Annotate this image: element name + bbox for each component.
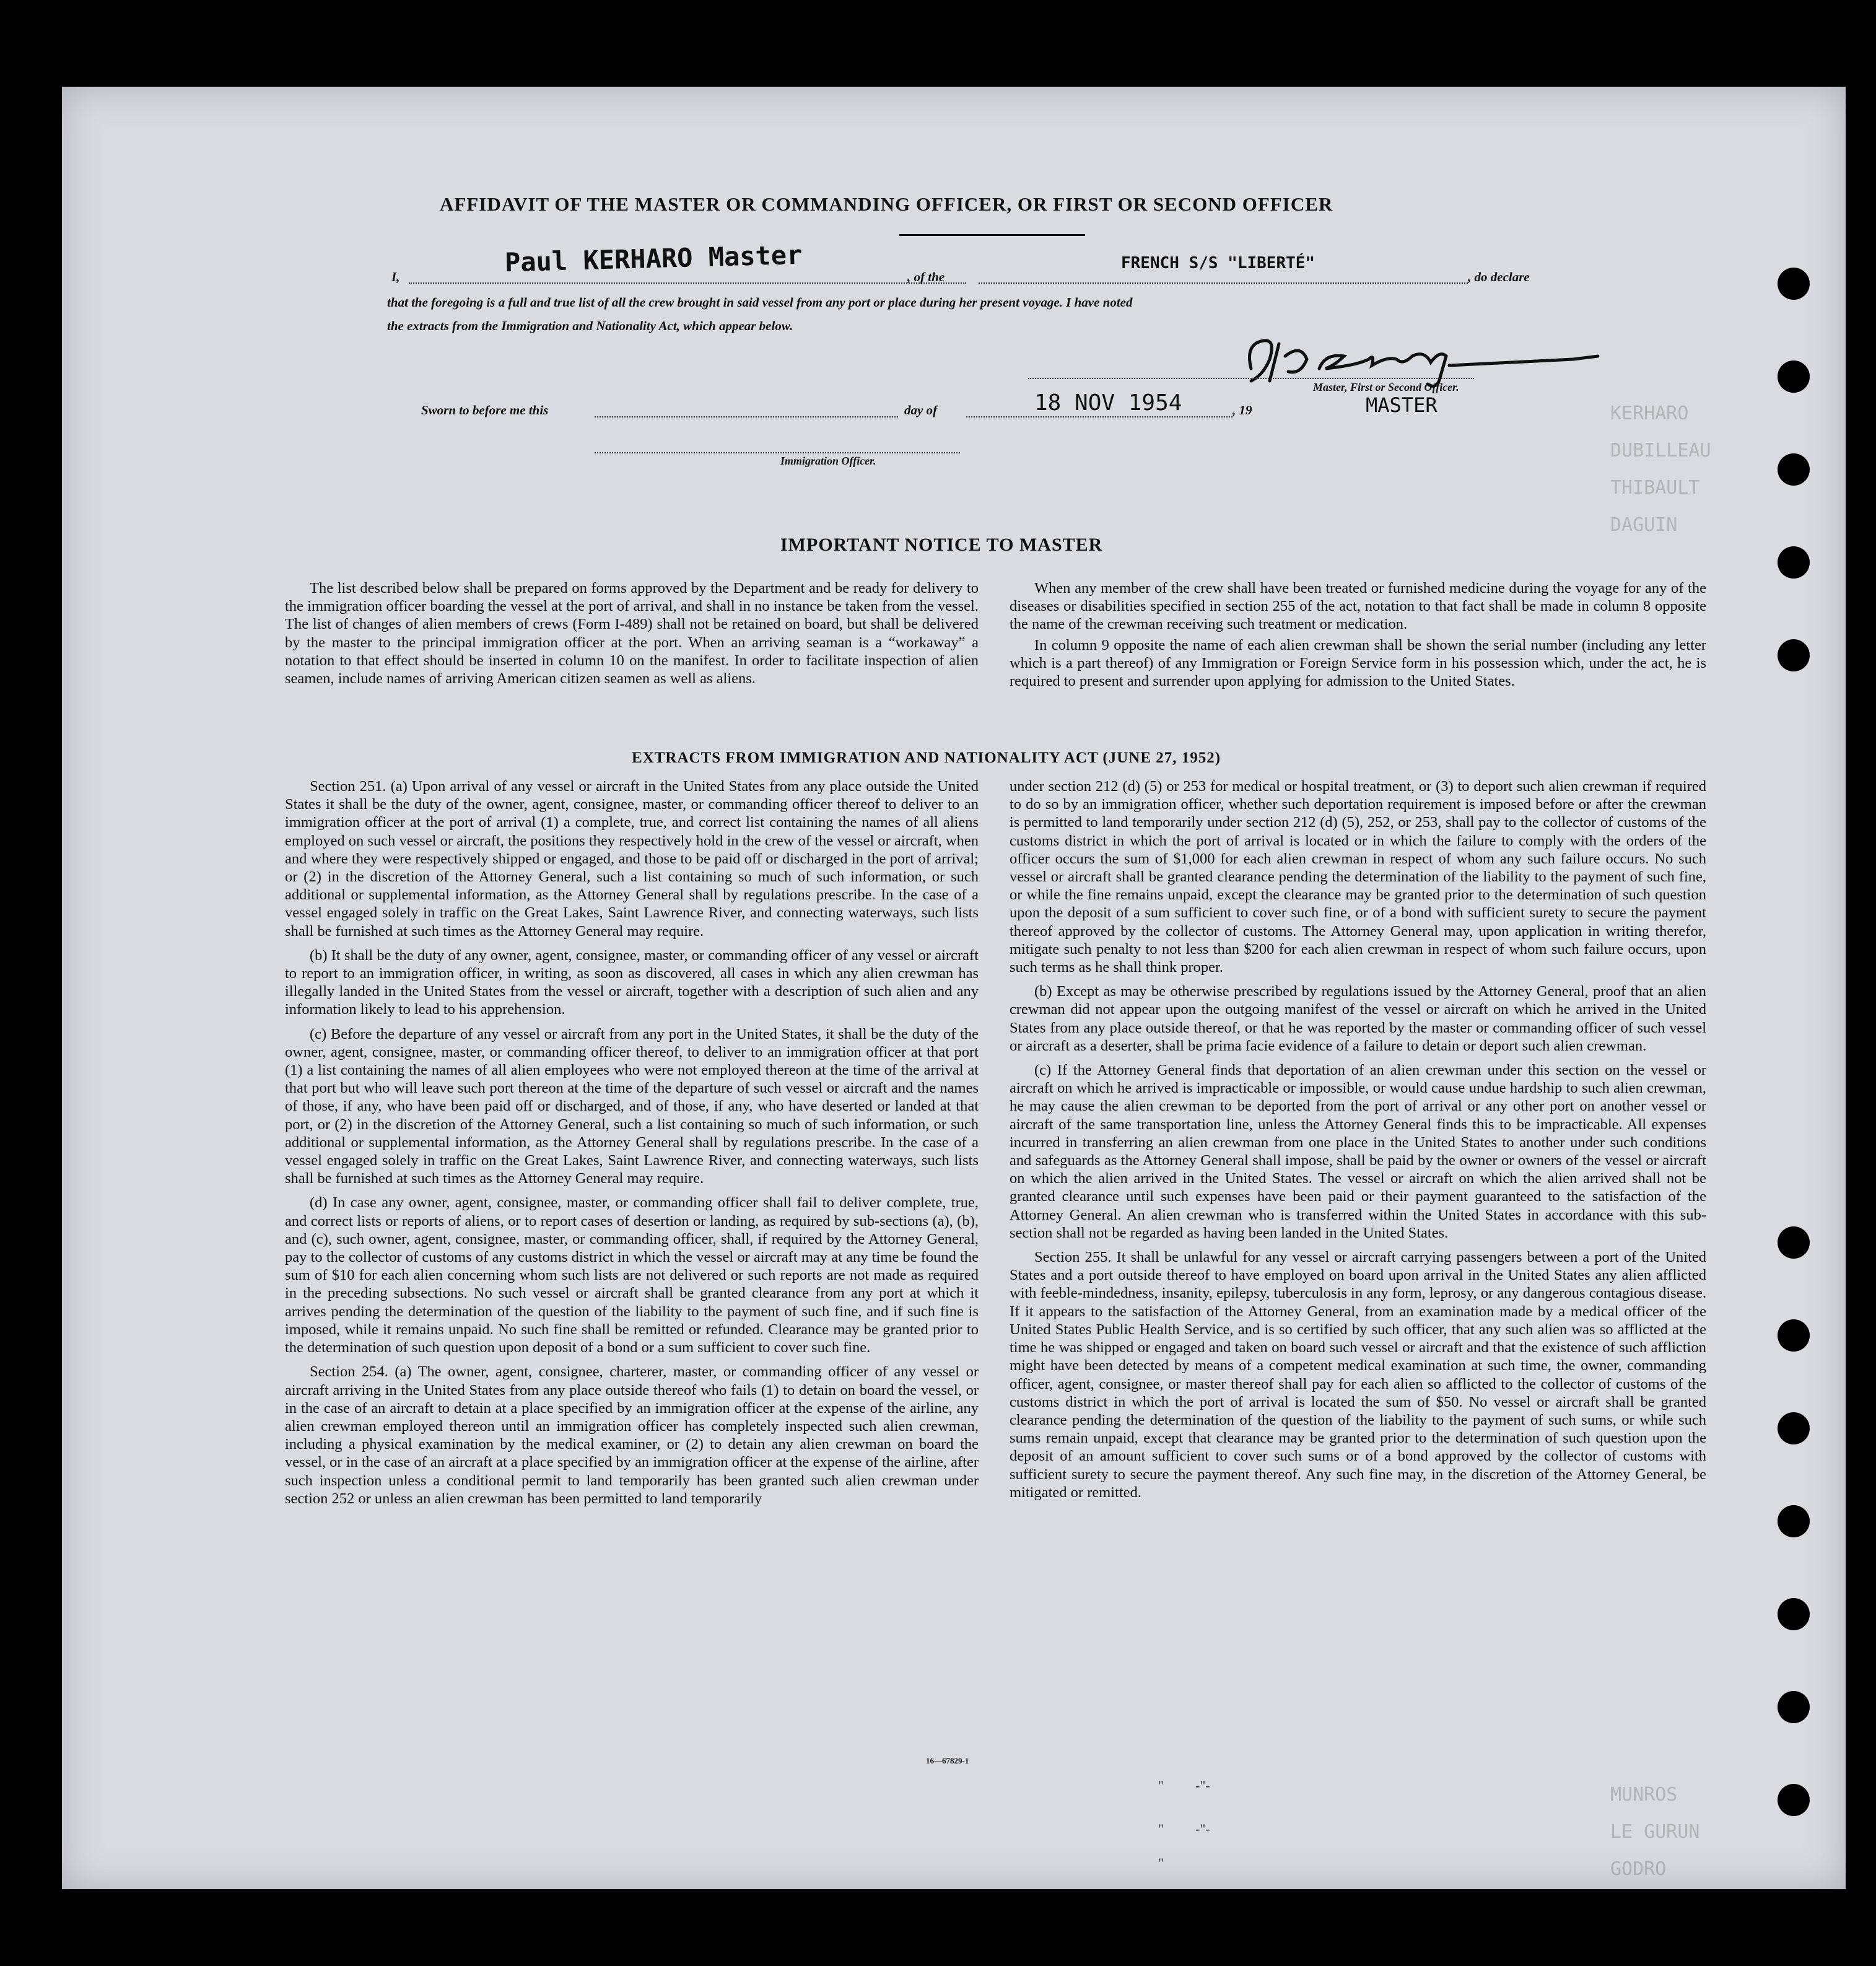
sworn-day-line (595, 416, 898, 417)
form-number: 16—67829-1 (926, 1756, 969, 1765)
year-label: , 19 (1232, 403, 1252, 417)
binder-hole (1778, 1505, 1810, 1537)
bleed-through-text: LE GURUN (1610, 1821, 1700, 1843)
document-sheet (62, 87, 1846, 1889)
binder-hole (1778, 1412, 1810, 1444)
section-254a: Section 254. (a) The owner, agent, consignee, charterer, master, or commanding officer of any vessel or aircraft arriving in the United States from any place outside thereof who fails (1) to detain on board the vessel, or in the case of an aircraft to detain at a place specified by an immigration officer at the expense of the airline, any alien crewman employed thereon until an immigration officer has completely inspected such alien crewman, including a physical examination by the medical examiner, or (2) to detain any alien crewman on board the vessel, or in the case of an aircraft at a place specified by an immigration officer at the expense of the airline, after such inspection unless a conditional permit to land temporarily has been granted such alien crewman under section 252 or unless an alien crewman has been permitted to land temporarily (285, 1363, 979, 1507)
bleed-through-text: THIBAULT (1610, 477, 1700, 499)
vessel-line (979, 282, 1468, 284)
section-251d: (d) In case any owner, agent, consignee, master, or commanding officer shall fail to deliver complete, true, and correct lists or reports of aliens, or to report cases of desertion or landing, as required by sub-sections (a), (b), and (c), such owner, agent, consignee, master, or commanding officer, shall, if required by the Attorney General, pay to the collector of customs of any customs district in which the vessel or aircraft may at any time be found the sum of $10 for each alien concerning whom such lists are not delivered or such reports are not made as required in the preceding subsections. No such vessel or aircraft shall be granted clearance from any port at which it arrives pending the determination of the question of the liability to the payment of such fine, and if such fine is imposed, while it remains unpaid. No such fine shall be remitted or refunded. Clearance may be granted prior to the determination of such question upon deposit of a bond or a sum sufficient to cover such fine. (285, 1194, 979, 1357)
bleed-through-text: KERHARO (1610, 403, 1689, 424)
title-rule (899, 234, 1085, 236)
section-255: Section 255. It shall be unlawful for any vessel or aircraft carrying passengers between a port of the United States and a port outside thereof to have employed on board upon arrival in the United States any alien afflicted with feeble-mindedness, insanity, epilepsy, tuberculosis in any form, leprosy, or any dangerous contagious disease. If it appears to the satisfaction of the Attorney General, from an examination made by a medical officer of the United States Public Health Service, and is so certified by such officer, that any such alien was so afflicted at the time he was shipped or engaged and taken on board such vessel or aircraft and that the existence of such affliction might have been detected by means of a competent medical examination at such time, the owner, commanding officer, agent, consignee, or master thereof shall pay for each alien so afflicted to the collector of customs of the customs district in which the port of arrival is located the sum of $50. No vessel or aircraft shall be granted clearance pending the determination of the question of the liability to the payment of such sums, or while such sums remain unpaid, except that clearance may be granted prior to the determination of such question upon the deposit of an amount sufficient to cover such sums or of a bond approved by the collector of customs with sufficient surety to secure the payment thereof. Any such fine may, in the discretion of the Attorney General, be mitigated or remitted. (1010, 1249, 1706, 1501)
bleed-through-text: DUBILLEAU (1610, 440, 1711, 461)
ditto-mark: -"- (1195, 1821, 1210, 1837)
do-declare-label: , do declare (1468, 269, 1530, 284)
ditto-mark: -"- (1195, 1778, 1210, 1793)
extracts-left-column (285, 777, 979, 1514)
date-stamp: 18 NOV 1954 (1034, 390, 1182, 416)
extracts-title: EXTRACTS FROM IMMIGRATION AND NATIONALITY ACT (JUNE 27, 1952) (632, 749, 1221, 766)
section-254c: (c) If the Attorney General finds that deportation of an alien crewman under this section on the vessel or aircraft on which he arrived is impracticable or impossible, or would cause undue hardship to such alien crewman, he may cause the alien crewman to be deported from the port of arrival or any other port on another vessel or aircraft of the same transportation line, unless the Attorney General finds this to be impracticable. All expenses incurred in transferring an alien crewman from one place in the United States to another under such conditions and safeguards as the Attorney General shall impose, shall be paid by the owner or owners of the vessel or aircraft on which the alien arrived in the United States. The vessel or aircraft on which the alien arrived shall not be granted clearance until such expenses have been paid or their payment guaranteed to the satisfaction of the Attorney General. An alien crewman who is transferred within the United States in accordance with this sub-section shall not be regarded as having been landed in the United States. (1010, 1062, 1706, 1241)
binder-hole (1778, 268, 1810, 300)
notice-left-column (285, 579, 979, 694)
notice-right-paragraph-2: In column 9 opposite the name of each alien crewman shall be shown the serial number (including any letter which is a part thereof) of any Immigration or Foreign Service form in his possession which, under the act, he is required to present and surrender upon applying for admission to the United States. (1010, 636, 1706, 690)
affidavit-title: AFFIDAVIT OF THE MASTER OR COMMANDING OFFICER, OR FIRST OR SECOND OFFICER (440, 193, 1333, 215)
ditto-mark: " (1158, 1778, 1164, 1793)
immigration-officer-caption: Immigration Officer. (780, 455, 876, 467)
of-the-label: , of the (907, 269, 945, 284)
notice-left-paragraph: The list described below shall be prepared on forms approved by the Department and be ready for delivery to the immigration officer boarding the vessel at the port of arrival, and shall in no instance be taken from the vessel. The list of changes of alien members of crews (Form I-489) shall not be retained on board, but shall be delivered by the master to the principal immigration officer at the port. When an arriving seaman is a “workaway” a notation to that effect should be inserted in column 10 on the manifest. In order to facilitate inspection of alien seamen, include names of arriving American citizen seamen as well as aliens. (285, 580, 979, 688)
ditto-mark: " (1158, 1821, 1164, 1837)
binder-hole (1778, 1226, 1810, 1259)
vessel-name-typed: FRENCH S/S "LIBERTÉ" (1121, 254, 1315, 273)
binder-hole (1778, 639, 1810, 671)
sworn-label: Sworn to before me this (421, 403, 549, 417)
signature-line (1028, 378, 1474, 379)
extracts-right-column (1010, 777, 1706, 1508)
day-of-label: day of (904, 403, 938, 417)
bleed-through-text: DAGUIN (1610, 514, 1678, 536)
notice-right-paragraph-1: When any member of the crew shall have been treated or furnished medicine during the voyage for any of the diseases or disabilities specified in section 255 of the act, notation to that fact shall be made in column 8 opposite the name of the crewman receiving such treatment or medication. (1010, 580, 1706, 633)
binder-hole (1778, 546, 1810, 579)
binder-hole (1778, 1598, 1810, 1630)
master-stamp: MASTER (1366, 393, 1438, 417)
binder-hole (1778, 1784, 1810, 1816)
sworn-month-line (966, 416, 1232, 417)
notice-title: IMPORTANT NOTICE TO MASTER (780, 535, 1103, 555)
section-254b: (b) Except as may be otherwise prescribed by regulations issued by the Attorney General, proof that an alien crewman did not appear upon the outgoing manifest of the vessel or aircraft on which he arrived in the United States from any place outside thereof, or that he was reported by the master or commanding officer of such vessel or aircraft as a deserter, shall be prima facie evidence of a failure to detain or deport such alien crewman. (1010, 983, 1706, 1054)
section-251c: (c) Before the departure of any vessel or aircraft from any port in the United States, it shall be the duty of the owner, agent, consignee, master, or commanding officer thereof, to deliver to an immigration officer at that port (1) a list containing the names of all alien employees who were not employed thereon at the time of the arrival at that port but who will leave such port thereon at the time of the departure of such vessel or aircraft and the names of those, if any, who have been paid off or discharged, and of those, if any, who have deserted or landed at that port, or (2) in the discretion of the Attorney General, such a list containing so much of such information, or such additional or supplemental information, as the Attorney General shall by regulations prescribe. In the case of a vessel engaged solely in traffic on the Great Lakes, Saint Lawrence River, and connecting waterways, such lists shall be furnished at such times as the Attorney General may require. (285, 1025, 979, 1187)
section-251a: Section 251. (a) Upon arrival of any vessel or aircraft in the United States from any place outside the United States it shall be the duty of the owner, agent, consignee, master, or commanding officer thereof to deliver to an immigration officer at the port of arrival (1) a complete, true, and correct list containing the names of all aliens employed on such vessel or aircraft, the positions they respectively hold in the crew of the vessel or aircraft, when and where they were respectively shipped or engaged, and those to be paid off or discharged in the port of arrival; or (2) in the discretion of the Attorney General, such a list containing so much of such information, or such additional or supplemental information, as the Attorney General shall by regulations prescribe. In the case of a vessel engaged solely in traffic on the Great Lakes, Saint Lawrence River, and connecting waterways, such lists shall be furnished at such times as the Attorney General may require. (285, 778, 979, 940)
section-251b: (b) It shall be the duty of any owner, agent, consignee, master, or commanding officer of any vessel or aircraft to report to an immigration officer, in writing, as soon as discovered, all cases in which any alien crewman has illegally landed in the United States from the vessel or aircraft, together with a description of such alien and any information likely to lead to his apprehension. (285, 946, 979, 1018)
name-line (409, 282, 966, 284)
i-label: I, (391, 269, 400, 284)
binder-hole (1778, 1691, 1810, 1723)
immigration-officer-line (595, 452, 960, 453)
declaration-line-1: that the foregoing is a full and true list of all the crew brought in said vessel from any port or place during her present voyage. I have noted (387, 295, 1133, 310)
master-name-typed: Paul KERHARO Master (504, 239, 803, 278)
signature-caption: Master, First or Second Officer. (1313, 381, 1459, 393)
ditto-mark: " (1158, 1855, 1164, 1871)
binder-hole (1778, 1319, 1810, 1352)
bleed-through-text: GODRO (1610, 1858, 1667, 1880)
binder-hole (1778, 360, 1810, 393)
binder-hole (1778, 453, 1810, 486)
bleed-through-text: MUNROS (1610, 1784, 1678, 1806)
declaration-line-2: the extracts from the Immigration and Nationality Act, which appear below. (387, 318, 793, 333)
section-254a-continued: under section 212 (d) (5) or 253 for medical or hospital treatment, or (3) to deport such alien crewman if required to do so by an immigration officer, whether such deportation requirement is imposed before or after the crewman is permitted to land temporarily under section 212 (d) (5), 252, or 253, shall pay to the collector of customs of the customs district in which the port of arrival is located or in which the failure to comply with the orders of the officer occurs the sum of $1,000 for each alien crewman in respect of whom any such failure occurs. No such vessel or aircraft shall be granted clearance pending the determination of the liability to the payment of such fine, or while the fine remains unpaid, except the clearance may be granted prior to the determination of such question upon the deposit of a sum sufficient to cover such fine, or of a bond with sufficient surety to secure the payment thereof approved by the collector of customs. The Attorney General may, upon application in writing therefor, mitigate such penalty to not less than $200 for each alien crewman in respect of whom such failure occurs, upon such terms as he shall think proper. (1010, 778, 1706, 976)
notice-right-column (1010, 579, 1706, 696)
